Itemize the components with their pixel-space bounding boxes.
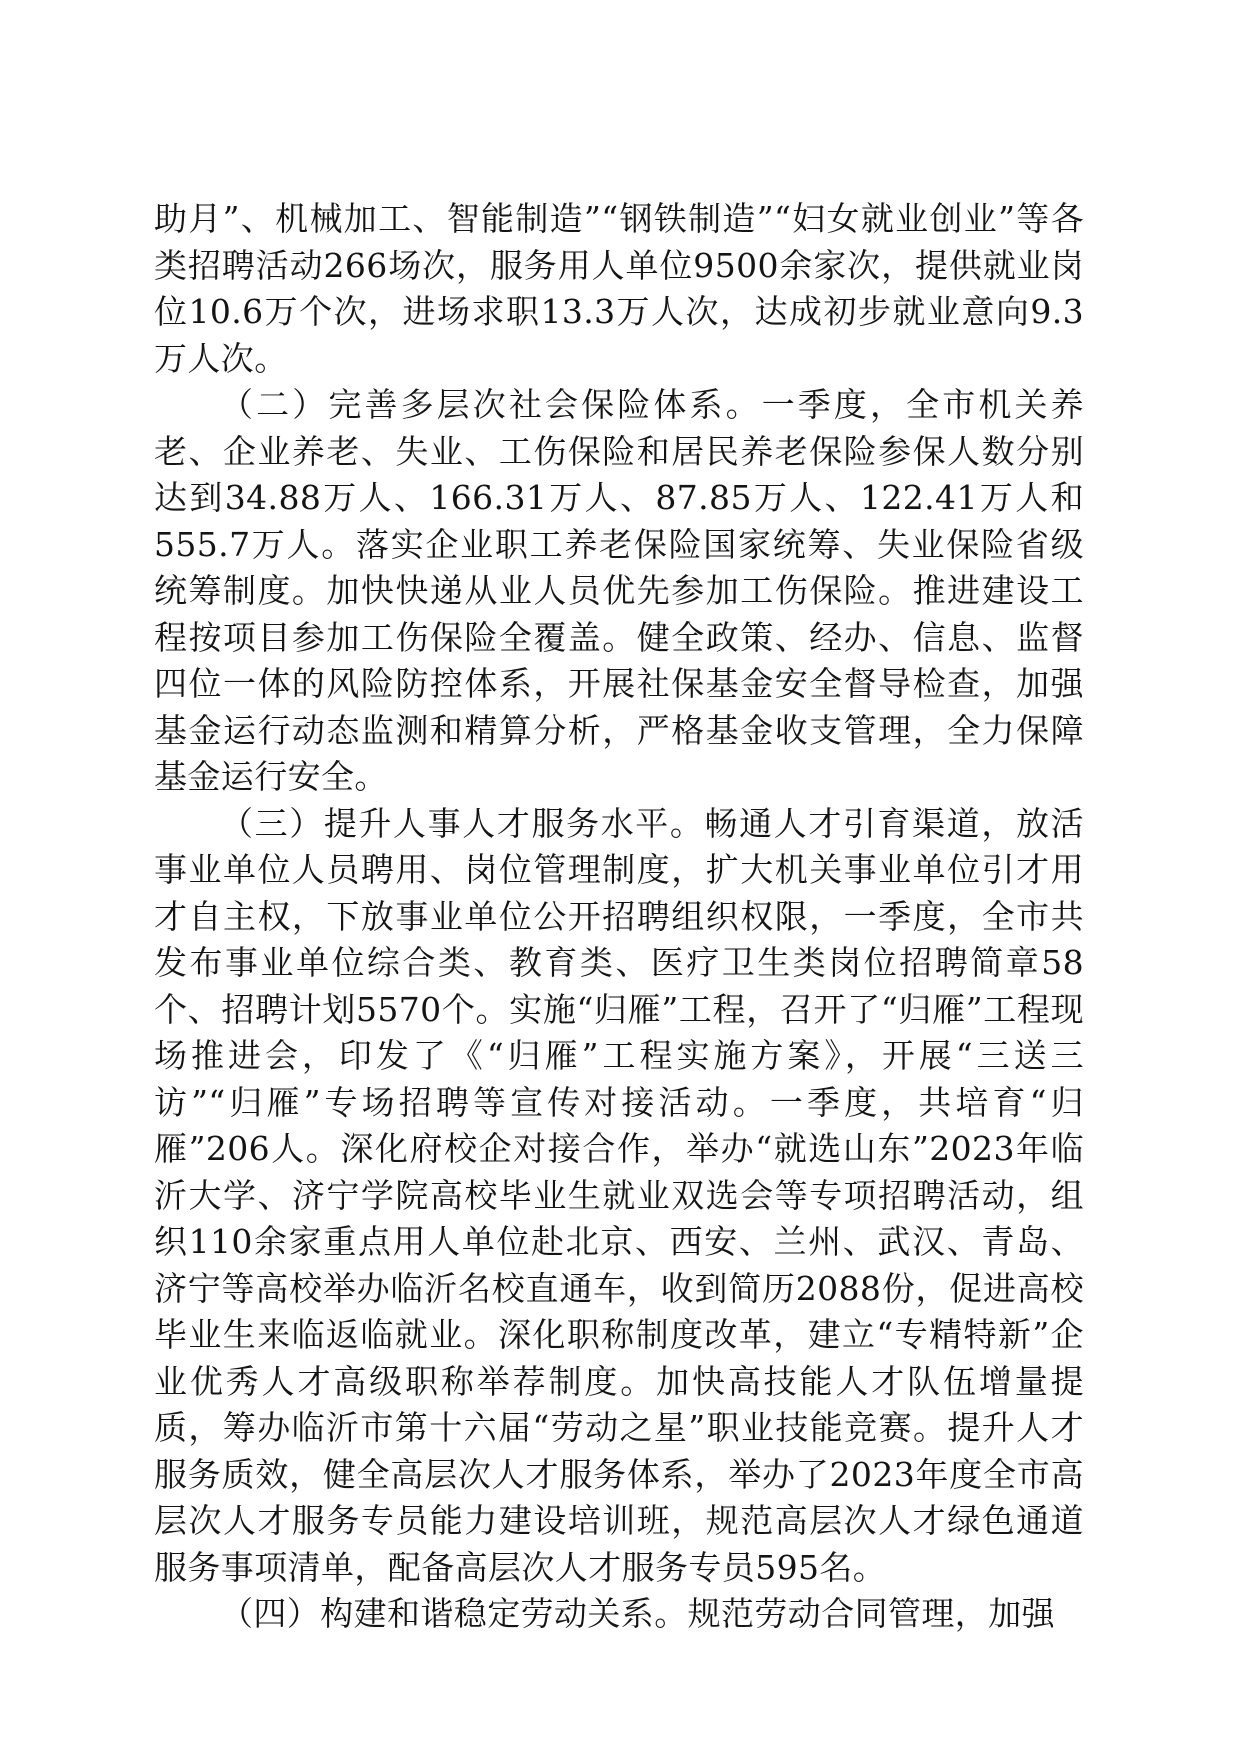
document-body xyxy=(154,196,1084,1638)
paragraph-talent-services: （三）提升人事人才服务水平。畅通人才引育渠道，放活事业单位人员聘用、岗位管理制度，扩大机关事业单位引才用才自主权，下放事业单位公开招聘组织权限，一季度，全市共发布事业单位综合类、教育类、医疗卫生类岗位招聘简章58个、招聘计划5570个。实施“归雁”工程，召开了“归雁”工程现场推进会，印发了《“归雁”工程实施方案》，开展“三送三访”“归雁”专场招聘等宣传对接活动。一季度，共培育“归雁”206人。深化府校企对接合作，举办“就选山东”2023年临沂大学、济宁学院高校毕业生就业双选会等专项招聘活动，组织110余家重点用人单位赴北京、西安、兰州、武汉、青岛、济宁等高校举办临沂名校直通车，收到简历2088份，促进高校毕业生来临返临就业。深化职称制度改革，建立“专精特新”企业优秀人才高级职称举荐制度。加快高技能人才队伍增量提质，筹办临沂市第十六届“劳动之星”职业技能竞赛。提升人才服务质效，健全高层次人才服务体系，举办了2023年度全市高层次人才服务专员能力建设培训班，规范高层次人才绿色通道服务事项清单，配备高层次人才服务专员595名。 xyxy=(154,803,1084,1587)
paragraph-employment-recruitment: 助月”、机械加工、智能制造”“钢铁制造”“妇女就业创业”等各类招聘活动266场次，服务用人单位9500余家次，提供就业岗位10.6万个次，进场求职13.3万人次，达成初步就业意向9.3万人次。 xyxy=(154,199,1084,378)
paragraph-labor-relations: （四）构建和谐稳定劳动关系。规范劳动合同管理，加强 xyxy=(220,1594,1055,1633)
paragraph-social-insurance: （二）完善多层次社会保险体系。一季度，全市机关养老、企业养老、失业、工伤保险和居民养老保险参保人数分别达到34.88万人、166.31万人、87.85万人、122.41万人和555.7万人。落实企业职工养老保险国家统筹、失业保险省级统筹制度。加快快递从业人员优先参加工伤保险。推进建设工程按项目参加工伤保险全覆盖。健全政策、经办、信息、监督四位一体的风险防控体系，开展社保基金安全督导检查，加强基金运行动态监测和精算分析，严格基金收支管理，全力保障基金运行安全。 xyxy=(154,385,1084,796)
